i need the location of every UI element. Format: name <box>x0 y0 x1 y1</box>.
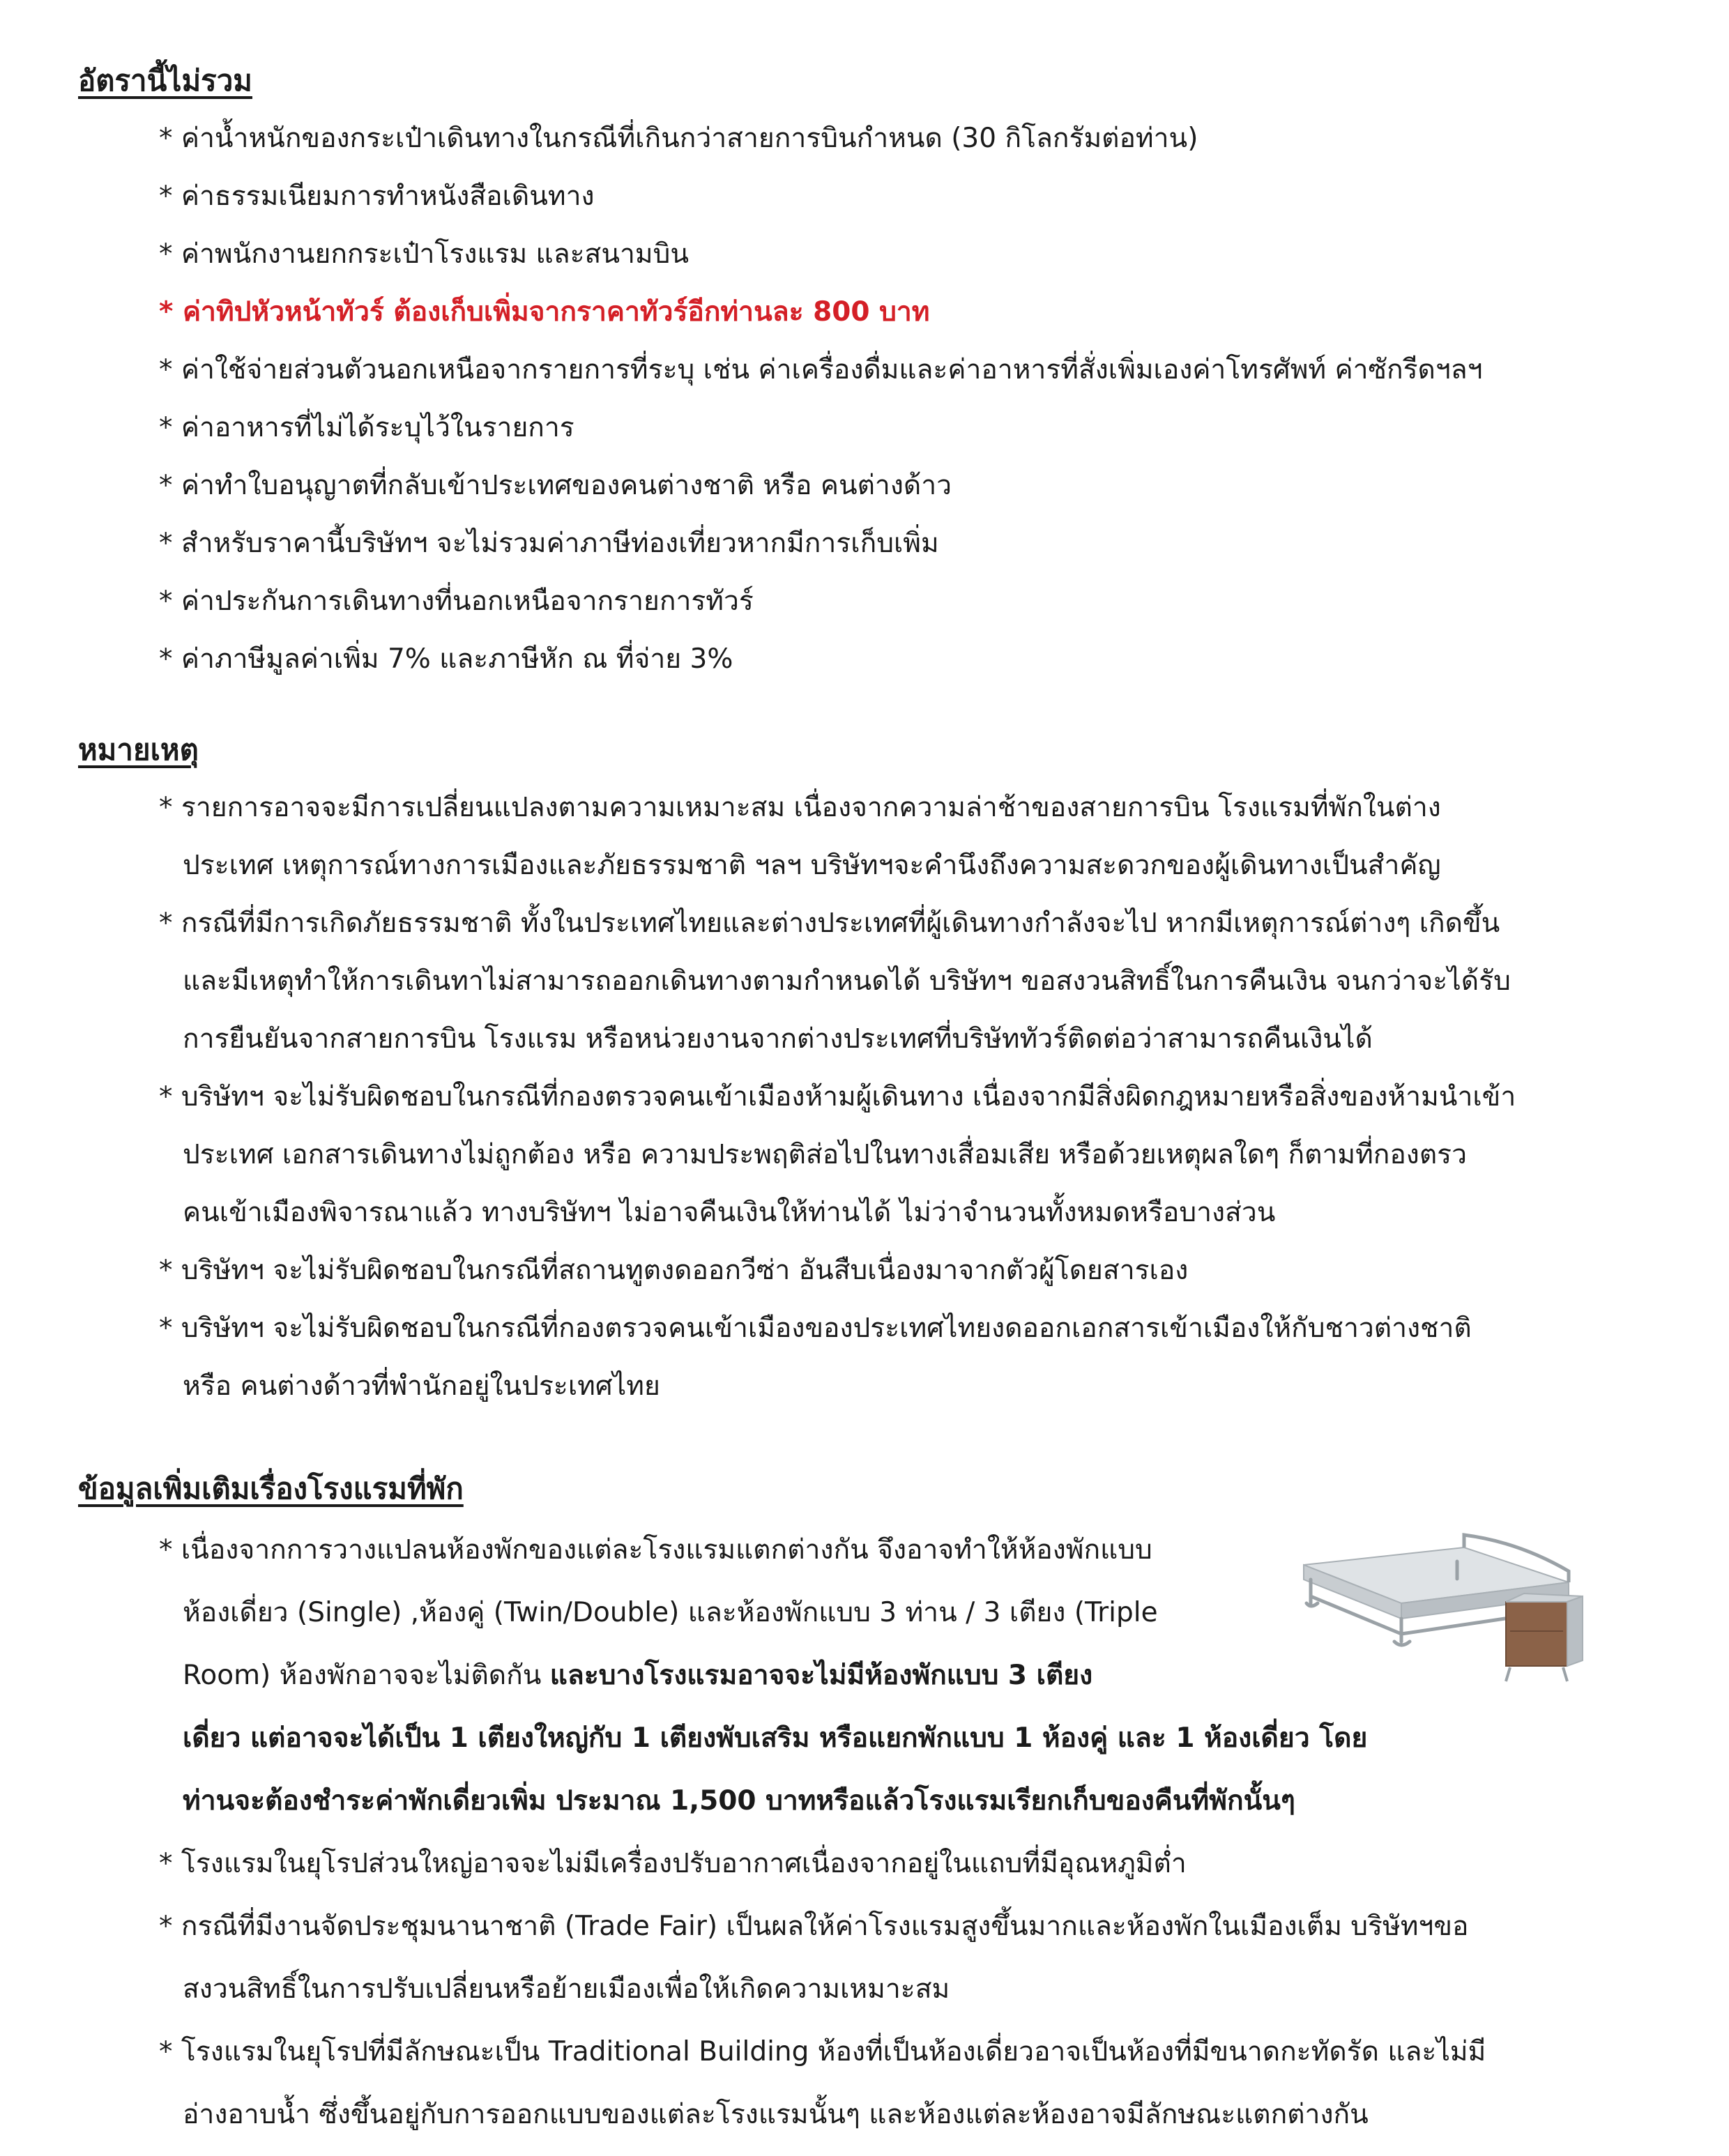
hotel-info-line: * กรณีที่มีงานจัดประชุมนานาชาติ (Trade Fair) เป็นผลให้ค่าโรงแรมสูงขึ้นมากและห้องพักในเมืองเต็ม บริษัทฯขอ <box>159 1911 1469 1942</box>
exclusion-item: * ค่าธรรมเนียมการทำหนังสือเดินทาง <box>159 181 595 212</box>
remark-line: คนเข้าเมืองพิจารณาแล้ว ทางบริษัทฯ ไม่อาจคืนเงินให้ท่านได้ ไม่ว่าจำนวนทั้งหมดหรือบางส่วน <box>183 1197 1276 1228</box>
remark-line: * กรณีที่มีการเกิดภัยธรรมชาติ ทั้งในประเทศไทยและต่างประเทศที่ผู้เดินทางกำลังจะไป หากมีเหตุการณ์ต่างๆ เกิดขึ้น <box>159 908 1500 939</box>
exclusion-item-highlight: * ค่าทิปหัวหน้าทัวร์ ต้องเก็บเพิ่มจากราคาทัวร์อีกท่านละ 800 บาท <box>159 296 930 328</box>
exclusion-item: * ค่าอาหารที่ไม่ได้ระบุไว้ในรายการ <box>159 412 574 443</box>
hotel-info-text: Room) ห้องพักอาจจะไม่ติดกัน <box>183 1660 550 1691</box>
remark-line: * รายการอาจจะมีการเปลี่ยนแปลงตามความเหมาะสม เนื่องจากความล่าช้าของสายการบิน โรงแรมที่พักในต่าง <box>159 792 1441 823</box>
exclusion-item: * ค่าพนักงานยกกระเป๋าโรงแรม และสนามบิน <box>159 238 690 270</box>
folding-bed-image <box>1297 1499 1590 1687</box>
hotel-info-bold-line: เดี่ยว แต่อาจจะได้เป็น 1 เตียงใหญ่กับ 1 เตียงพับเสริม หรือแยกพักแบบ 1 ห้องคู่ และ 1 ห้องเดี่ยว โดย <box>183 1722 1368 1754</box>
hotel-info-line: * โรงแรมในยุโรปที่มีลักษณะเป็น Traditional Building ห้องที่เป็นห้องเดี่ยวอาจเป็นห้องที่มีขนาดกะทัดรัด และไม่มี <box>159 2036 1486 2067</box>
hotel-info-line: * โรงแรมในยุโรปส่วนใหญ่อาจจะไม่มีเครื่องปรับอากาศเนื่องจากอยู่ในแถบที่มีอุณหภูมิต่ำ <box>159 1848 1187 1879</box>
hotel-info-line: อ่างอาบน้ำ ซึ่งขึ้นอยู่กับการออกแบบของแต่ละโรงแรมนั้นๆ และห้องแต่ละห้องอาจมีลักษณะแตกต่างกัน <box>183 2099 1369 2130</box>
exclusion-item: * ค่าประกันการเดินทางที่นอกเหนือจากรายการทัวร์ <box>159 586 754 617</box>
hotel-info-line: สงวนสิทธิ์ในการปรับเปลี่ยนหรือย้ายเมืองเพื่อให้เกิดความเหมาะสม <box>183 1973 950 2005</box>
remark-line: ประเทศ เหตุการณ์ทางการเมืองและภัยธรรมชาติ ฯลฯ บริษัทฯจะคำนึงถึงความสะดวกของผู้เดินทางเป็นสำคัญ <box>183 850 1441 881</box>
remark-line: ประเทศ เอกสารเดินทางไม่ถูกต้อง หรือ ความประพฤติส่อไปในทางเสื่อมเสีย หรือด้วยเหตุผลใดๆ ก็ตามที่กองตรว <box>183 1139 1468 1170</box>
section-heading-exclusions: อัตรานี้ไม่รวม <box>78 63 252 98</box>
remark-line: * บริษัทฯ จะไม่รับผิดชอบในกรณีที่กองตรวจคนเข้าเมืองของประเทศไทยงดออกเอกสารเข้าเมืองให้กับชาวต่างชาติ <box>159 1313 1472 1344</box>
remark-line: หรือ คนต่างด้าวที่พำนักอยู่ในประเทศไทย <box>183 1370 660 1402</box>
exclusion-item: * สำหรับราคานี้บริษัทฯ จะไม่รวมค่าภาษีท่องเที่ยวหากมีการเก็บเพิ่ม <box>159 528 939 559</box>
exclusion-item: * ค่าน้ำหนักของกระเป๋าเดินทางในกรณีที่เกินกว่าสายการบินกำหนด (30 กิโลกรัมต่อท่าน) <box>159 123 1198 154</box>
remark-line: * บริษัทฯ จะไม่รับผิดชอบในกรณีที่กองตรวจคนเข้าเมืองห้ามผู้เดินทาง เนื่องจากมีสิ่งผิดกฎหมายหรือสิ่งของห้ามนำเข้า <box>159 1081 1516 1113</box>
section-heading-remarks: หมายเหตุ <box>78 733 199 767</box>
exclusion-item: * ค่าทำใบอนุญาตที่กลับเข้าประเทศของคนต่างชาติ หรือ คนต่างด้าว <box>159 470 952 501</box>
exclusion-item: * ค่าภาษีมูลค่าเพิ่ม 7% และภาษีหัก ณ ที่จ่าย 3% <box>159 643 733 675</box>
remark-line: * บริษัทฯ จะไม่รับผิดชอบในกรณีที่สถานทูตงดออกวีซ่า อันสืบเนื่องมาจากตัวผู้โดยสารเอง <box>159 1255 1189 1286</box>
exclusion-item: * ค่าใช้จ่ายส่วนตัวนอกเหนือจากรายการที่ระบุ เช่น ค่าเครื่องดื่มและค่าอาหารที่สั่งเพิ่มเองค่าโทรศัพท์ ค่าซักรีดฯลฯ <box>159 354 1483 385</box>
remark-line: การยืนยันจากสายการบิน โรงแรม หรือหน่วยงานจากต่างประเทศที่บริษัททัวร์ติดต่อว่าสามารถคืนเงินได้ <box>183 1023 1373 1055</box>
remark-line: และมีเหตุทำให้การเดินทาไม่สามารถออกเดินทางตามกำหนดได้ บริษัทฯ ขอสงวนสิทธิ์ในการคืนเงิน จนกว่าจะได้รับ <box>183 965 1511 997</box>
hotel-info-line: ห้องเดี่ยว (Single) ,ห้องคู่ (Twin/Double) และห้องพักแบบ 3 ท่าน / 3 เตียง (Triple <box>183 1597 1158 1628</box>
hotel-info-line <box>183 1656 1092 1695</box>
hotel-info-bold-text: และบางโรงแรมอาจจะไม่มีห้องพักแบบ 3 เตียง <box>549 1660 1093 1691</box>
hotel-info-line: * เนื่องจากการวางแปลนห้องพักของแต่ละโรงแรมแตกต่างกัน จึงอาจทำให้ห้องพักแบบ <box>159 1534 1152 1566</box>
section-heading-hotel-info: ข้อมูลเพิ่มเติมเรื่องโรงแรมที่พัก <box>78 1471 464 1506</box>
hotel-info-bold-line: ท่านจะต้องชำระค่าพักเดี่ยวเพิ่ม ประมาณ 1,500 บาทหรือแล้วโรงแรมเรียกเก็บของคืนที่พักนั้นๆ <box>183 1785 1295 1817</box>
folded-bed-icon <box>1506 1593 1583 1681</box>
